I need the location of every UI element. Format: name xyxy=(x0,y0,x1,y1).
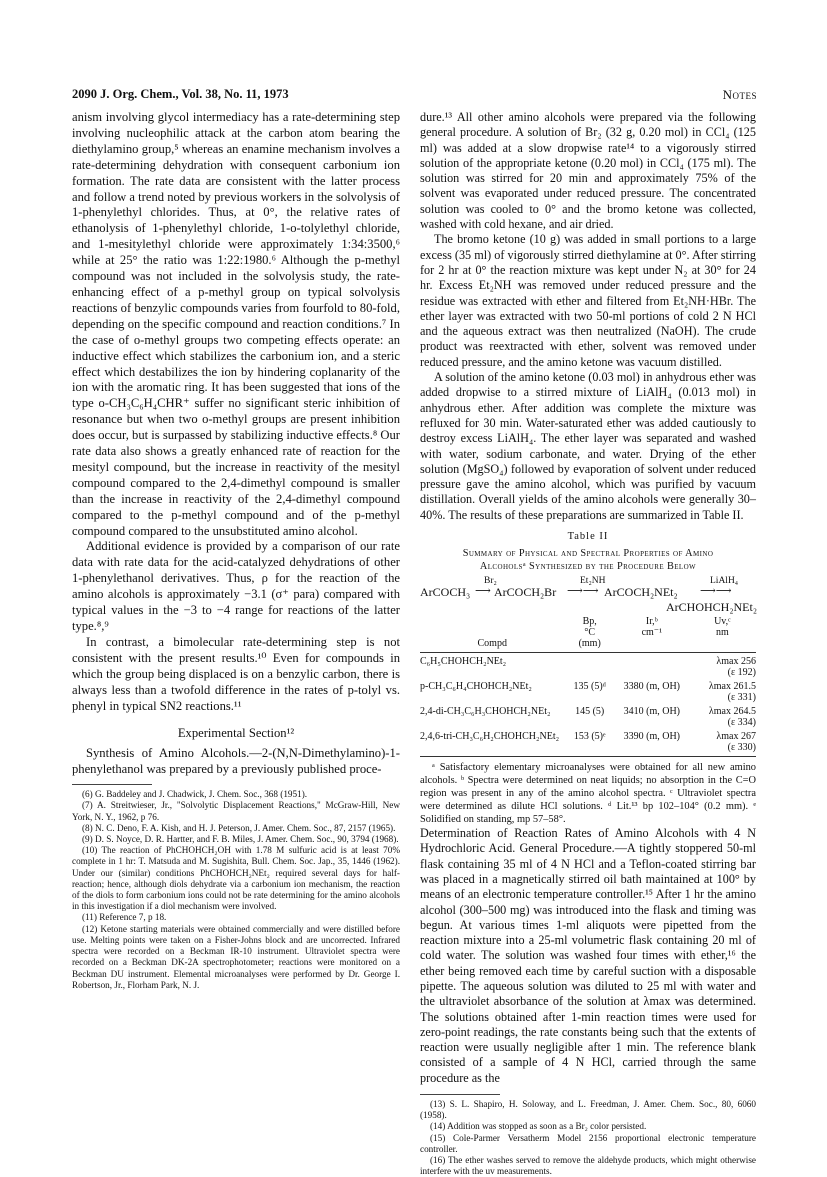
reaction-arrow-icon: ⟶⟶ xyxy=(567,585,599,598)
uv-cell: λmax 264.5 xyxy=(708,706,756,718)
ir-cell: 3380 (m, OH) xyxy=(623,681,681,693)
footnote: (10) The reaction of PhCHOHCH₂OH with 1.78 M sulfuric acid is at least 70% complete in 1 hr: T. Matsuda and M. Sugishita, Bull. Chem. Soc. Jap., 35, 1446 (1962). Under our (similar) conditions PhCHOHCH₂NEt₂ required several days for half-reaction; hence, although diols dehydrate via a carbonium ion mechanism, the reaction of the diols to form carbonium ions could not be rate determining for the amino alcohols in this investigation if a diol mechanism were involved. xyxy=(72,845,400,912)
footnote: (6) G. Baddeley and J. Chadwick, J. Chem. Soc., 368 (1951). xyxy=(82,789,308,800)
compd-cell: C₆H₅CHOHCH₂NEt₂ xyxy=(420,656,507,668)
column-header-bp-unit2: (mm) xyxy=(564,638,614,653)
synthesis-paragraph: Synthesis of Amino Alcohols.—2-(N,N-Dimethylamino)-1-phenylethanol was prepared by a previously published proce- xyxy=(72,746,400,777)
reaction-arrow-icon: ⟶ xyxy=(475,585,491,598)
table-title-line: Summary of Physical and Spectral Properties of Amino xyxy=(462,548,714,560)
uv-cell: λmax 267 xyxy=(716,731,756,743)
paragraph: anism involving glycol intermediacy has a rate-determining step involving nucleophilic attack at the carbon atom bearing the diethylamino group,⁵ whereas an enamine mechanism involves a rate-determining dehydration with consequent carbonium ion formation. The rate data are consistent with the latter process and follow a trend noted by previous workers in the solvolysis of 1-phenylethyl chlorides. Thus, at 0°, the relative rates of ethanolysis of 1-phenylethyl chloride, 1-o-tolylethyl chloride, and 1-mesitylethyl chloride were approximately 1:34:3500,⁶ while at 25° the ratio was 1:22:1980.⁶ Although the p-methyl compound was not included in the solvolysis study, the rate-enhancing effect of a p-methyl group on typical solvolysis reactions of benzylic compounds varies from fourfold to 80-fold, depending on the specific compound and reaction conditions.⁷ In the case of o-methyl groups two competing effects operate: an inductive effect which stabilizes the carbonium ion, and a steric effect which destabilizes the ion by hindering coplanarity of the ion with the aromatic ring. It has been suggested that ions of the type o-CH₃C₆H₄CHR⁺ suffer no significant steric inhibition of resonance but when two o-methyl groups are present inhibition does occur, but is surpassed by stabilizing inductive effects.⁸ Our rate data also shows a greatly enhanced rate of reaction for the mesityl compound, but the increase in reactivity of the mesityl compound compared to the 2,4-dimethyl compound is smaller than the increase in reactivity of the 2,4-dimethyl compound compared to the p-methyl compound and of the p-methyl compound compared to the unsubstituted amino alcohol. xyxy=(72,110,400,538)
running-head: 2090 J. Org. Chem., Vol. 38, No. 11, 1973 xyxy=(72,87,289,101)
footnote: (15) Cole-Parmer Versatherm Model 2156 proportional electronic temperature controller. xyxy=(420,1132,756,1154)
scheme-intermediate: ArCOCH₂NEt₂ xyxy=(604,585,678,600)
footnote: (13) S. L. Shapiro, H. Soloway, and L. Freedman, J. Amer. Chem. Soc., 80, 6060 (1958). xyxy=(420,1099,756,1121)
page-header xyxy=(72,87,757,103)
table-footnotes: ᵃ Satisfactory elementary microanalyses were obtained for all new amino alcohols. ᵇ Spectra were determined on neat liquids; no absorption in the C=O region was present in any of the amino alcohol spectra. ᶜ Ultraviolet spectra were determined as dilute HCl solutions. ᵈ Lit.¹³ bp 102–104° (0.2 mm). ᵉ Solidified on standing, mp 57–58°. xyxy=(420,762,756,826)
scheme-intermediate: ArCOCH₂Br xyxy=(494,585,557,600)
footnote: (14) Addition was stopped as soon as a Br₂ color persisted. xyxy=(430,1121,647,1132)
scheme-reactant: ArCOCH₃ xyxy=(420,585,471,600)
paragraph: A solution of the amino ketone (0.03 mol) in anhydrous ether was added dropwise to a stirred mixture of LiAlH₄ (0.013 mol) in anhydrous ether. After addition was complete the mixture was refluxed for 30 min. Water-saturated ether was added cautiously to destroy excess LiAlH₄. The ether layer was separated and washed with water, sodium carbonate, and water. Drying of the ether solution (MgSO₄) followed by evaporation of solvent under reduced pressure gave the amino alcohol, which was purified by vacuum distillation. Overall yields of the amino alcohols were generally 30–40%. The results of these preparations are summarized in Table II. xyxy=(420,370,756,522)
uv-epsilon: (ε 331) xyxy=(727,692,756,704)
reaction-scheme xyxy=(420,576,756,614)
ir-cell xyxy=(615,653,689,679)
determination-paragraph: Determination of Reaction Rates of Amino Alcohols with 4 N Hydrochloric Acid. General Procedure.—A tightly stoppered 50-ml flask containing 35 ml of 4 N HCl and a Teflon-coated stirring bar was placed in a magnetically stirred oil bath maintained at 100° by means of an electronic temperature controller.¹⁵ After 1 hr the amino alcohol (300–500 mg) was introduced into the flask and timing was begun. At various times 1-ml aliquots were pipetted from the reaction mixture into a 25-ml volumetric flask containing 20 ml of cold water. The solution was washed four times with ether,¹⁶ the ether being removed each time by careful suction with a disposable pipette. The aqueous solution was diluted to 25 ml with water and the ultraviolet absorbance of the solution at λmax was determined. The solutions obtained after 1-min reaction times were used for zero-point readings, the rate constants being such that the extents of reaction were usually negligible after 1 min. The reference blank consisted of a sample of 4 N HCl, carried through the same procedure as the xyxy=(420,826,756,1085)
uv-cell: λmax 256 xyxy=(716,656,756,668)
compd-cell: 2,4,6-tri-CH₃C₆H₂CHOHCH₂NEt₂ xyxy=(420,728,564,757)
scheme-reagent: LiAlH₄ xyxy=(710,576,739,587)
paragraph: The bromo ketone (10 g) was added in small portions to a large excess (35 ml) of vigorously stirred diethylamine at 0°. After stirring for 2 hr at 0° the reaction mixture was kept under N₂ at 30° for 24 hr. Excess Et₂NH was removed under reduced pressure and the residue was extracted with ether and filtered from Et₂NH·HBr. The ether layer was extracted with two 50-ml portions of cold 2 N HCl and the aqueous extract was then neutralized (NaOH). The crude product was reextracted with ether, solvent was removed under reduced pressure, and the amino ketone was vacuum distilled. xyxy=(420,232,756,369)
compd-cell: p-CH₃C₆H₄CHOHCH₂NEt₂ xyxy=(420,681,532,693)
ir-cell: 3390 (m, OH) xyxy=(615,728,689,757)
table-row xyxy=(420,678,756,703)
column-header-ir: Ir,ᵇ xyxy=(645,616,658,628)
column-header-bp: Bp, xyxy=(582,616,597,628)
bp-cell: 145 (5) xyxy=(575,706,605,718)
experimental-section-title: Experimental Section¹² xyxy=(177,726,295,741)
table-label: Table II xyxy=(567,531,609,543)
column-header-uv-unit: nm xyxy=(716,627,729,639)
column-header-bp-unit: °C xyxy=(584,627,596,639)
footnote: (12) Ketone starting materials were obtained commercially and were distilled before use. Melting points were taken on a Fisher-Johns block and are uncorrected. Infrared spectra were recorded on a Beckman IR-10 instrument. Ultraviolet spectra were recorded on a Beckman DK-2A spectrophotometer; reactions were monitored on a Beckman DU instrument. Elemental microanalyses were performed by Dr. George I. Robertson, Jr., Florham Park, N. J. xyxy=(72,923,400,990)
reaction-arrow-icon: ⟶⟶ xyxy=(700,585,732,598)
uv-epsilon: (ε 334) xyxy=(727,717,756,729)
bp-cell xyxy=(564,653,614,679)
column-header-ir-unit: cm⁻¹ xyxy=(641,627,663,639)
paragraph: In contrast, a bimolecular rate-determining step is not consistent with the present results.¹⁰ Even for compounds in which the group being displaced is on a benzylic carbon, there is always less than a twofold difference in the rates of p-tolyl vs. phenyl in typical SN2 reactions.¹¹ xyxy=(72,634,400,713)
footnote: (9) D. S. Noyce, D. R. Hartter, and F. B. Miles, J. Amer. Chem. Soc., 90, 3794 (1968). xyxy=(82,834,399,845)
bp-cell: 135 (5)ᵈ xyxy=(573,681,606,693)
paragraph: dure.¹³ All other amino alcohols were prepared via the following general procedure. A solution of Br₂ (32 g, 0.20 mol) in CCl₄ (125 ml) was added at a slow dropwise rate¹⁴ to a vigorously stirred solution of the appropriate ketone (0.20 mol) in CCl₄ (175 ml). The solution was stirred for 20 min and approximately 75% of the solvent was evaporated under reduced pressure. The concentrated solution was cooled to 0° and the bromo ketone was collected, washed with cold hexane, and air dried. xyxy=(420,110,756,232)
scheme-reagent: Br₂ xyxy=(484,576,497,587)
table-row xyxy=(420,653,756,679)
compd-cell: 2,4-di-CH₃C₆H₃CHOHCH₂NEt₂ xyxy=(420,706,551,718)
uv-cell: λmax 261.5 xyxy=(708,681,756,693)
table-title-line: Alcoholsᵃ Synthesized by the Procedure Below xyxy=(479,561,697,573)
footnote: (8) N. C. Deno, F. A. Kish, and H. J. Peterson, J. Amer. Chem. Soc., 87, 2157 (1965). xyxy=(82,822,396,833)
uv-epsilon: (ε 330) xyxy=(727,742,756,754)
column-header-uv: Uv,ᶜ xyxy=(714,616,731,628)
bp-cell: 153 (5)ᵉ xyxy=(564,728,614,757)
column-header-compd: Compd xyxy=(420,638,564,653)
left-column xyxy=(72,110,400,991)
footnote: (11) Reference 7, p 18. xyxy=(82,912,167,923)
scheme-reagent: Et₂NH xyxy=(580,576,606,587)
ir-cell: 3410 (m, OH) xyxy=(623,706,681,718)
table-row xyxy=(420,703,756,728)
table-row xyxy=(420,728,756,757)
footnote: (7) A. Streitwieser, Jr., "Solvolytic Displacement Reactions," McGraw-Hill, New York, N. Y., 1962, p 76. xyxy=(72,800,400,822)
footnote-divider xyxy=(72,784,152,785)
footnote-divider xyxy=(420,1094,500,1095)
scheme-product: ArCHOHCH₂NEt₂ xyxy=(666,600,758,615)
right-column xyxy=(420,110,756,1177)
uv-epsilon: (ε 192) xyxy=(727,667,756,679)
paragraph: Additional evidence is provided by a comparison of our rate data with rate data for the acid-catalyzed dehydrations of other 1-phenylethanol derivatives. Thus, ρ for the reaction of the amino alcohols is approximately −3.1 (σ⁺ para) compared with typical values in the −3 to −4 range for reactions of the latter type.⁸,⁹ xyxy=(72,539,400,633)
footnote: (16) The ether washes served to remove the aldehyde products, which might otherwise interfere with the uv measurements. xyxy=(420,1155,756,1177)
properties-table xyxy=(420,616,756,757)
section-label: Notes xyxy=(722,87,757,102)
